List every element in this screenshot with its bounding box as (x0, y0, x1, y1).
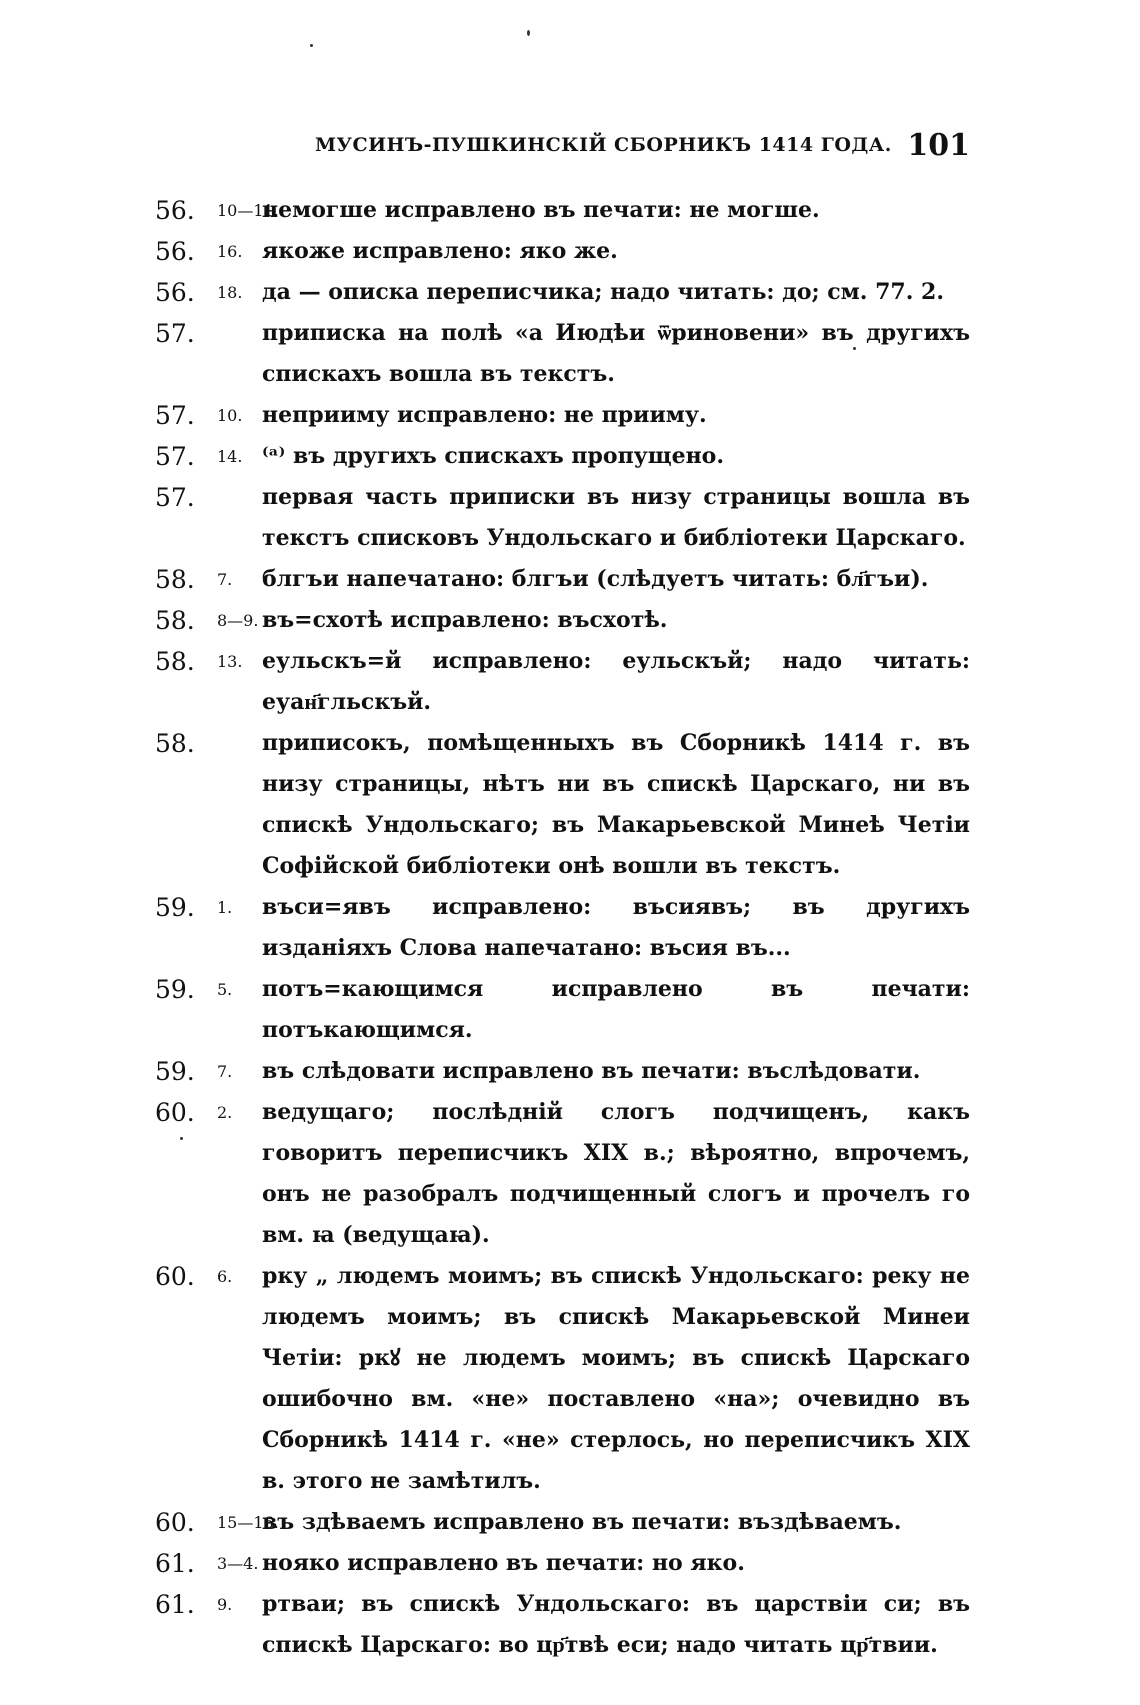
list-item (155, 477, 970, 559)
entry-text: первая часть приписки въ низу страницы вошла въ текстъ списковъ Ундольскаго и библіотеки Царскаго. (262, 484, 970, 551)
entry-text: блгъи напечатано: блгъи (слѣдуетъ читать: бл҃гъи). (262, 566, 929, 592)
list-item (155, 436, 970, 477)
entry-page-ref: 58. (155, 606, 195, 635)
entry-page-ref: 59. (155, 1057, 195, 1086)
running-title: МУСИНЪ-ПУШКИНСКІЙ СБОРНИКЪ 1414 ГОДА. (315, 134, 892, 156)
entry-text: рку „ людемъ моимъ; въ спискѣ Ундольскаго: реку не людемъ моимъ; въ спискѣ Макарьевской Минеи Четіи: ркꙋ не людемъ моимъ; въ спискѣ Царскаго ошибочно вм. «не» поставлено «на»; очевидно въ Сборникѣ 1414 г. «не» стерлось, но переписчикъ XIX в. этого не замѣтилъ. (262, 1263, 970, 1494)
entry-page-ref: 57. (155, 442, 195, 471)
entry-line-ref: 13. (217, 652, 243, 671)
entry-page-ref: 60. (155, 1098, 195, 1127)
entry-line-ref: 6. (217, 1267, 233, 1286)
entry-text: въси=явъ исправлено: въсиявъ; въ другихъ изданіяхъ Слова напечатано: въсия въ... (262, 894, 970, 961)
entry-text: приписка на полѣ «а Июдѣи ѿриновени» въ другихъ спискахъ вошла въ текстъ. (262, 320, 970, 387)
entry-page-ref: 56. (155, 196, 195, 225)
entry-page-ref: 57. (155, 401, 195, 430)
entry-page-ref: 58. (155, 647, 195, 676)
entry-text: ведущаго; послѣдній слогъ подчищенъ, какъ говоритъ переписчикъ XIX в.; вѣроятно, впрочемъ, онъ не разобралъ подчищенный слогъ и прочелъ го вм. ꙗ (ведущаꙗ). (262, 1099, 970, 1248)
entry-text: ⁽ᵃ⁾ въ другихъ спискахъ пропущено. (262, 443, 724, 469)
list-item (155, 1502, 970, 1543)
entry-line-ref: 9. (217, 1595, 233, 1614)
entry-text: въ слѣдовати исправлено въ печати: въслѣдовати. (262, 1058, 921, 1084)
entry-line-ref: 5. (217, 980, 233, 999)
list-item (155, 1584, 970, 1666)
entry-line-ref: 1. (217, 898, 233, 917)
entry-line-ref: 2. (217, 1103, 233, 1122)
entry-line-ref: 15—16. (217, 1513, 279, 1532)
list-item (155, 1543, 970, 1584)
entry-line-ref: 7. (217, 1062, 233, 1081)
entry-page-ref: 61. (155, 1549, 195, 1578)
list-item (155, 600, 970, 641)
entry-page-ref: 58. (155, 729, 195, 758)
entry-text: нояко исправлено въ печати: но яко. (262, 1550, 745, 1576)
entry-line-ref: 14. (217, 447, 243, 466)
entry-line-ref: 16. (217, 242, 243, 261)
list-item (155, 1256, 970, 1502)
entry-text: якоже исправлено: яко же. (262, 238, 618, 264)
entry-text: потъ=кающимся исправлено въ печати: потъкающимся. (262, 976, 970, 1043)
entry-page-ref: 56. (155, 237, 195, 266)
entry-line-ref: 10—11. (217, 201, 279, 220)
entry-page-ref: 60. (155, 1262, 195, 1291)
list-item (155, 231, 970, 272)
entry-line-ref: 10. (217, 406, 243, 425)
list-item (155, 1092, 970, 1256)
scan-speck (310, 44, 313, 47)
entry-page-ref: 57. (155, 483, 195, 512)
list-item (155, 190, 970, 231)
entry-page-ref: 59. (155, 975, 195, 1004)
page-number: 101 (907, 128, 970, 163)
corrections-list (155, 190, 970, 1666)
entry-text: еульскъ=й исправлено: еульскъй; надо читать: еуан҃гльскъй. (262, 648, 970, 715)
entry-line-ref: 18. (217, 283, 243, 302)
list-item (155, 395, 970, 436)
entry-text: въ здѣваемъ исправлено въ печати: въздѣваемъ. (262, 1509, 902, 1535)
entry-text: въ=схотѣ исправлено: въсхотѣ. (262, 607, 668, 633)
list-item (155, 723, 970, 887)
list-item (155, 313, 970, 395)
entry-page-ref: 61. (155, 1590, 195, 1619)
running-header (315, 128, 970, 164)
list-item (155, 559, 970, 600)
entry-line-ref: 3—4. (217, 1554, 259, 1573)
entry-text: да — описка переписчика; надо читать: до; см. 77. 2. (262, 279, 945, 305)
list-item (155, 1051, 970, 1092)
entry-page-ref: 57. (155, 319, 195, 348)
entry-line-ref: 7. (217, 570, 233, 589)
entry-text: ртвaи; въ спискѣ Ундольскаго: въ царствіи си; въ спискѣ Царскаго: во цр҃твѣ еси; надо читать цр҃твии. (262, 1591, 970, 1658)
entry-page-ref: 56. (155, 278, 195, 307)
list-item (155, 969, 970, 1051)
entry-text: приписокъ, помѣщенныхъ въ Сборникѣ 1414 г. въ низу страницы, нѣтъ ни въ спискѣ Царскаго, ни въ спискѣ Ундольскаго; въ Макарьевской Минеѣ Четіи Софійской библіотеки онѣ вошли въ текстъ. (262, 730, 970, 879)
entry-line-ref: 8—9. (217, 611, 259, 630)
entry-text: неприиму исправлено: не прииму. (262, 402, 707, 428)
list-item (155, 272, 970, 313)
scan-speck (527, 30, 530, 36)
entry-text: немогше исправлено въ печати: не могше. (262, 197, 820, 223)
list-item (155, 641, 970, 723)
entry-page-ref: 60. (155, 1508, 195, 1537)
entry-page-ref: 58. (155, 565, 195, 594)
list-item (155, 887, 970, 969)
entry-page-ref: 59. (155, 893, 195, 922)
